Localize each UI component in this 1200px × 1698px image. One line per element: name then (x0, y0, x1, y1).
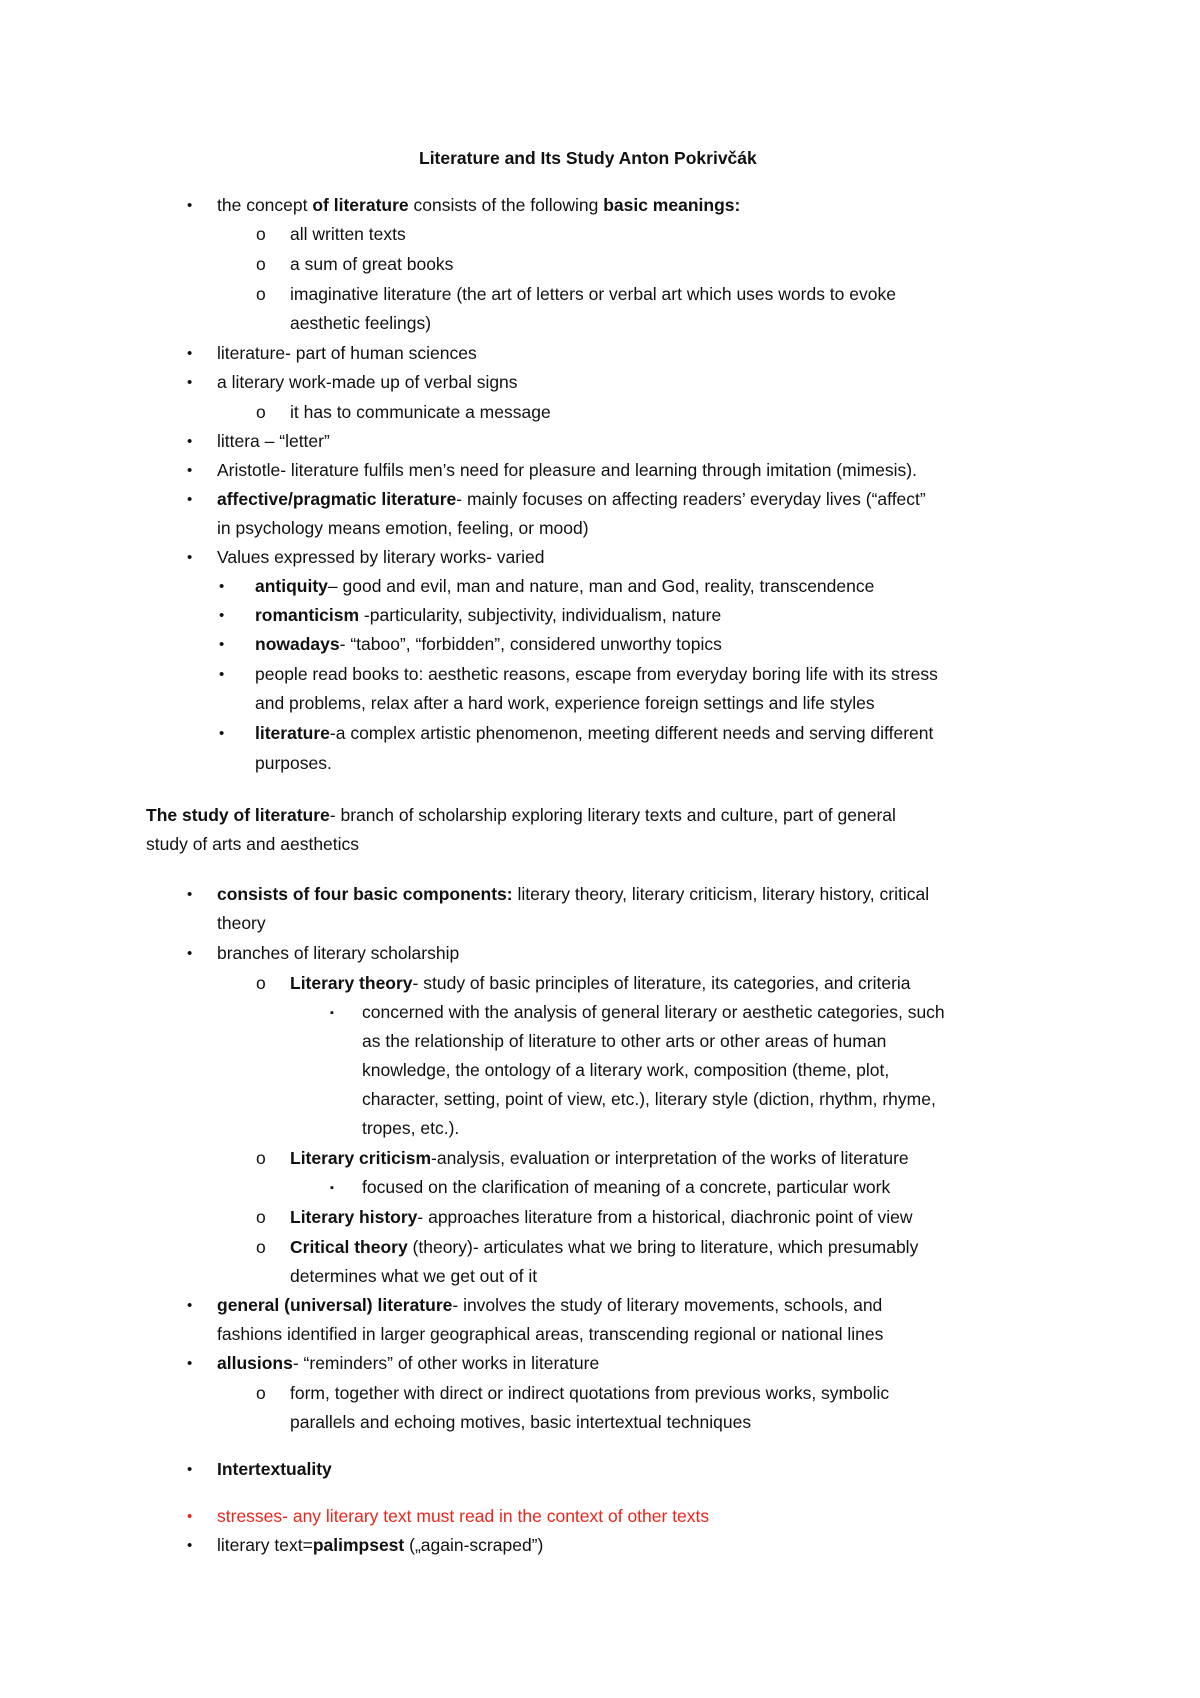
value-item: romanticism -particularity, subjectivity, individualism, nature (255, 605, 722, 625)
sub-sub-item-continuation: character, setting, point of view, etc.), literary style (diction, rhythm, rhyme, (362, 1089, 936, 1109)
list-item: literary text=palimpsest („again-scraped”) (217, 1535, 544, 1555)
sub-sub-item-continuation: knowledge, the ontology of a literary work, composition (theme, plot, (362, 1060, 890, 1080)
list-item-continuation: theory (217, 913, 266, 933)
sub-item: Critical theory (theory)- articulates what we bring to literature, which presumably (290, 1237, 919, 1257)
intertextuality-heading: Intertextuality (217, 1459, 332, 1479)
list-item: branches of literary scholarship (217, 943, 460, 963)
circle-marker: o (256, 254, 266, 274)
bullet-marker: • (187, 374, 193, 391)
value-item: antiquity– good and evil, man and nature, man and God, reality, transcendence (255, 576, 875, 596)
list-item: a literary work-made up of verbal signs (217, 372, 518, 392)
sub-sub-item-continuation: as the relationship of literature to other arts or other areas of human (362, 1031, 887, 1051)
bullet-marker: • (187, 491, 193, 508)
sub-item: Literary history- approaches literature from a historical, diachronic point of view (290, 1207, 913, 1227)
bullet-marker: • (219, 578, 225, 595)
list-item-concept: the concept of literature consists of the following basic meanings: (217, 195, 741, 215)
bullet-marker: • (187, 197, 193, 214)
bullet-marker: • (187, 1355, 193, 1372)
list-item: affective/pragmatic literature- mainly focuses on affecting readers’ everyday lives (“affect” (217, 489, 926, 509)
circle-marker: o (256, 402, 266, 422)
bullet-marker: • (187, 1461, 193, 1478)
sub-item: form, together with direct or indirect quotations from previous works, symbolic (290, 1383, 890, 1403)
bullet-marker: • (187, 886, 193, 903)
bullet-marker: • (187, 549, 193, 566)
bullet-marker: • (187, 1537, 193, 1554)
bullet-marker: • (187, 462, 193, 479)
circle-marker: o (256, 1207, 266, 1227)
sub-item: imaginative literature (the art of letters or verbal art which uses words to evoke (290, 284, 896, 304)
bullet-marker: • (219, 725, 225, 742)
circle-marker: o (256, 224, 266, 244)
circle-marker: o (256, 284, 266, 304)
value-item-continuation: and problems, relax after a hard work, experience foreign settings and life styles (255, 693, 875, 713)
highlighted-item: stresses- any literary text must read in the context of other texts (217, 1506, 710, 1526)
list-item: allusions- “reminders” of other works in literature (217, 1353, 600, 1373)
list-item-continuation: in psychology means emotion, feeling, or mood) (217, 518, 589, 538)
list-item: literature- part of human sciences (217, 343, 477, 363)
sub-sub-item: focused on the clarification of meaning of a concrete, particular work (362, 1177, 891, 1197)
bullet-marker: • (219, 607, 225, 624)
list-item: Values expressed by literary works- varied (217, 547, 545, 567)
sub-sub-item: concerned with the analysis of general literary or aesthetic categories, such (362, 1002, 945, 1022)
sub-sub-item-continuation: tropes, etc.). (362, 1118, 460, 1138)
square-marker: ▪ (330, 1182, 334, 1194)
bullet-marker: • (187, 345, 193, 362)
list-item: littera – “letter” (217, 431, 330, 451)
bullet-marker: • (187, 945, 193, 962)
sub-item: Literary criticism-analysis, evaluation or interpretation of the works of literature (290, 1148, 909, 1168)
circle-marker: o (256, 1237, 266, 1257)
list-item: consists of four basic components: literary theory, literary criticism, literary history, critical (217, 884, 930, 904)
square-marker: ▪ (330, 1007, 334, 1019)
list-item: Aristotle- literature fulfils men’s need for pleasure and learning through imitation (mimesis). (217, 460, 917, 480)
paragraph-continuation: study of arts and aesthetics (146, 834, 360, 854)
page-title: Literature and Its Study Anton Pokrivčák (419, 148, 757, 168)
sub-item: a sum of great books (290, 254, 454, 274)
bullet-marker: • (219, 636, 225, 653)
bullet-marker: • (219, 666, 225, 683)
bullet-marker: • (187, 433, 193, 450)
value-item: people read books to: aesthetic reasons, escape from everyday boring life with its stress (255, 664, 938, 684)
value-item-continuation: purposes. (255, 753, 332, 773)
sub-item: it has to communicate a message (290, 402, 551, 422)
sub-item: all written texts (290, 224, 406, 244)
list-item-continuation: fashions identified in larger geographical areas, transcending regional or national lines (217, 1324, 884, 1344)
bullet-marker: • (187, 1297, 193, 1314)
bullet-marker: • (187, 1508, 193, 1525)
sub-item-continuation: determines what we get out of it (290, 1266, 538, 1286)
sub-item-continuation: parallels and echoing motives, basic intertextual techniques (290, 1412, 752, 1432)
sub-item: Literary theory- study of basic principles of literature, its categories, and criteria (290, 973, 911, 993)
value-item: nowadays- “taboo”, “forbidden”, considered unworthy topics (255, 634, 722, 654)
study-of-literature-paragraph: The study of literature- branch of scholarship exploring literary texts and culture, part of general (146, 805, 896, 825)
sub-item-continuation: aesthetic feelings) (290, 313, 432, 333)
circle-marker: o (256, 1383, 266, 1403)
circle-marker: o (256, 973, 266, 993)
list-item: general (universal) literature- involves the study of literary movements, schools, and (217, 1295, 883, 1315)
value-item: literature-a complex artistic phenomenon, meeting different needs and serving different (255, 723, 934, 743)
circle-marker: o (256, 1148, 266, 1168)
